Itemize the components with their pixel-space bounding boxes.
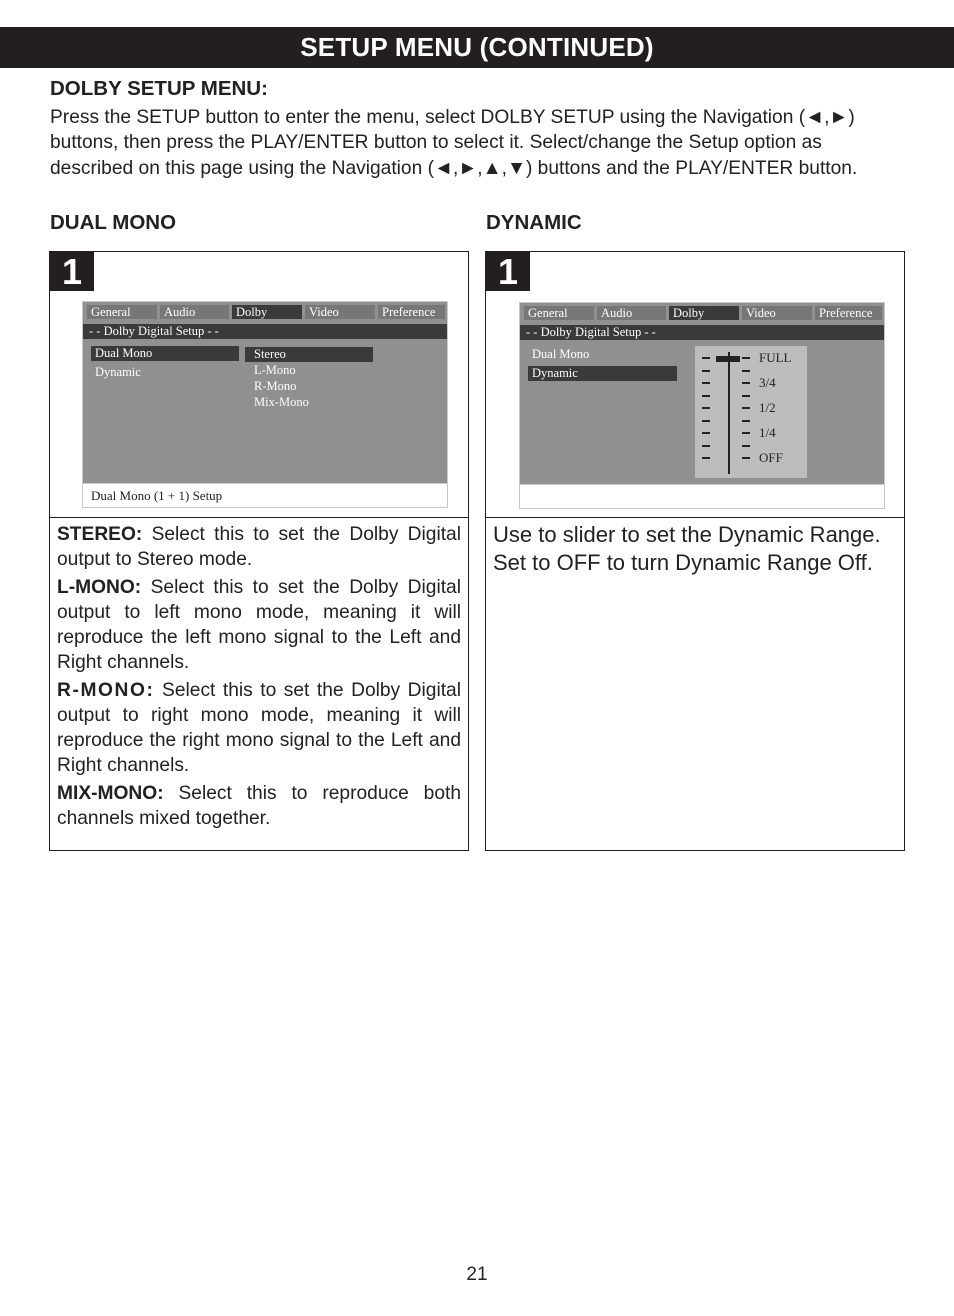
dual-mono-title: DUAL MONO: [50, 211, 177, 234]
osd-tab-preference: Preference: [815, 306, 882, 320]
slider-tick: [702, 420, 710, 422]
osd-tab-general: General: [87, 305, 157, 319]
desc-stereo: [57, 522, 461, 572]
slider-tick: [742, 395, 750, 397]
slider-tick: [742, 357, 750, 359]
intro-paragraph: [50, 105, 910, 181]
osd-tab-dolby: Dolby: [669, 306, 739, 320]
slider-tick: [702, 445, 710, 447]
dynamic-title: DYNAMIC: [486, 211, 582, 234]
slider-tick: [742, 407, 750, 409]
intro-line: Press the SETUP button to enter the menu, select DOLBY SETUP using the Navigation (◄,►): [50, 107, 855, 128]
osd-footer: [520, 484, 884, 508]
osd-menu-dual-mono: Dual Mono: [91, 346, 239, 361]
slider-tick: [702, 457, 710, 459]
osd-tab-video: Video: [742, 306, 812, 320]
slider-tick: [702, 357, 710, 359]
dual-mono-panel: [49, 251, 469, 851]
osd-footer: Dual Mono (1 + 1) Setup: [83, 483, 447, 507]
slider-level-3-4: 3/4: [759, 375, 776, 390]
osd-menu-dual-mono: Dual Mono: [532, 347, 590, 361]
term-label: R-MONO:: [57, 680, 155, 701]
slider-level-1-2: 1/2: [759, 400, 776, 415]
page-header: SETUP MENU (CONTINUED): [0, 27, 954, 68]
slider-tick: [742, 370, 750, 372]
slider-tick: [702, 432, 710, 434]
term-text: Select this to reproduce both channels mixed together.: [57, 783, 461, 829]
slider-tick: [742, 445, 750, 447]
osd-tab-video: Video: [305, 305, 375, 319]
slider-level-1-4: 1/4: [759, 425, 776, 440]
step-number: 1: [50, 252, 94, 291]
osd-banner: - - Dolby Digital Setup - -: [520, 325, 884, 340]
osd-option-stereo: Stereo: [245, 347, 373, 362]
slider-tick: [742, 432, 750, 434]
slider-level-off: OFF: [759, 450, 783, 465]
slider-tick: [742, 457, 750, 459]
desc-line: Set to OFF to turn Dynamic Range Off.: [493, 550, 873, 575]
osd-tab-dolby: Dolby: [232, 305, 302, 319]
term-label: L-MONO:: [57, 577, 142, 598]
intro-line: described on this page using the Navigation (◄,►,▲,▼) buttons and the PLAY/ENTER button.: [50, 157, 858, 179]
slider-tick: [702, 395, 710, 397]
slider-tick: [702, 382, 710, 384]
osd-option-r-mono: R-Mono: [254, 379, 297, 393]
term-text: Select this to set the Dolby Digital output to Stereo mode.: [57, 524, 461, 570]
slider-tick: [742, 382, 750, 384]
page-number: 21: [466, 1264, 488, 1285]
step-number: 1: [486, 252, 530, 291]
desc-r-mono: [57, 678, 461, 778]
osd-tab-audio: Audio: [597, 306, 666, 320]
slider-tick: [742, 420, 750, 422]
osd-banner: - - Dolby Digital Setup - -: [83, 324, 447, 339]
term-label: MIX-MONO:: [57, 783, 164, 804]
dynamic-screen-area: [486, 252, 904, 517]
osd-menu-dynamic: Dynamic: [95, 365, 141, 379]
desc-mix-mono: [57, 781, 461, 831]
desc-line: Use to slider to set the Dynamic Range.: [493, 522, 881, 547]
section-heading: DOLBY SETUP MENU:: [50, 77, 268, 100]
slider-thumb: [716, 356, 740, 362]
osd-screen: [519, 302, 885, 509]
osd-menu-dynamic: Dynamic: [528, 366, 677, 381]
slider-tick: [702, 370, 710, 372]
dual-mono-description: [57, 522, 461, 834]
osd-option-l-mono: L-Mono: [254, 363, 296, 377]
osd-tab-general: General: [524, 306, 594, 320]
dynamic-panel: [485, 251, 905, 851]
dual-mono-screen-area: [50, 252, 468, 517]
dynamic-range-slider: [695, 346, 807, 478]
osd-tab-audio: Audio: [160, 305, 229, 319]
desc-l-mono: [57, 575, 461, 675]
panel-divider: [486, 517, 904, 518]
osd-screen: [82, 301, 448, 508]
osd-option-mix-mono: Mix-Mono: [254, 395, 309, 409]
slider-level-full: FULL: [759, 350, 792, 365]
slider-rail: [728, 352, 730, 474]
dynamic-description: [493, 521, 903, 577]
term-label: STEREO:: [57, 524, 143, 545]
term-text: Select this to set the Dolby Digital output to right mono mode, meaning it will reproduce the right mono signal to the Left and Right channels.: [57, 680, 461, 776]
panel-divider: [50, 517, 468, 518]
intro-line: buttons, then press the PLAY/ENTER button to select it. Select/change the Setup option as: [50, 132, 822, 154]
term-text: Select this to set the Dolby Digital output to left mono mode, meaning it will reproduce the left mono signal to the Left and Right channels.: [57, 577, 461, 673]
slider-tick: [702, 407, 710, 409]
osd-tab-preference: Preference: [378, 305, 445, 319]
